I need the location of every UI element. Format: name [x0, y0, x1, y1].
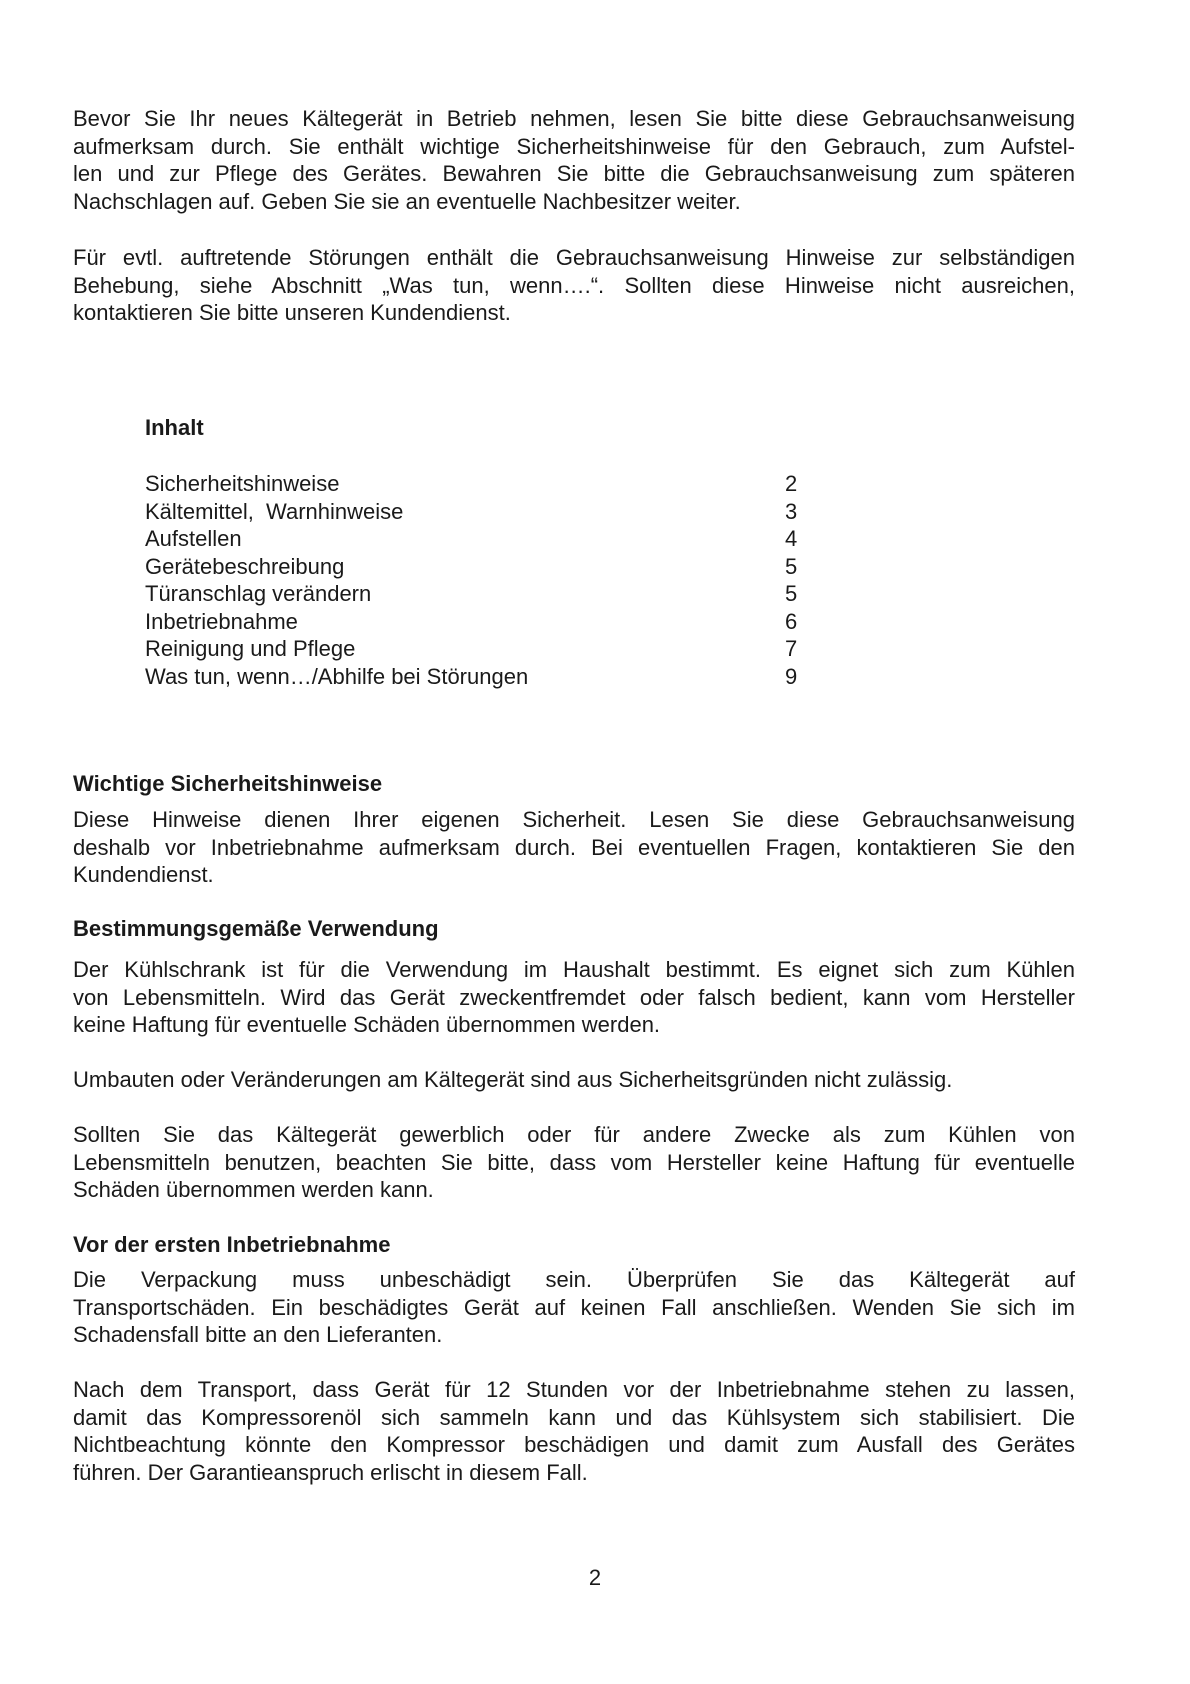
text-line: Kundendienst. [73, 862, 214, 887]
text-line: Bevor Sie Ihr neues Kältegerät in Betrieb nehmen, lesen Sie bitte diese Gebrauchsanweisung [73, 106, 1075, 131]
text-line: führen. Der Garantieanspruch erlischt in diesem Fall. [73, 1459, 588, 1485]
toc-item-label: Reinigung und Pflege [145, 636, 356, 661]
text-line: len und zur Pflege des Gerätes. Bewahren Sie bitte die Gebrauchsanweisung zum späteren [73, 161, 1075, 186]
text-line: damit das Kompressorenöl sich sammeln kann und das Kühlsystem sich stabilisiert. Die [73, 1404, 1075, 1430]
toc-item-page: 7 [785, 636, 798, 661]
toc-item[interactable] [145, 608, 805, 636]
text-line: Für evtl. auftretende Störungen enthält die Gebrauchsanweisung Hinweise zur selbständigen [73, 245, 1075, 270]
safety-paragraph [73, 806, 1075, 889]
text-line: Behebung, siehe Abschnitt „Was tun, wenn….“. Sollten diese Hinweise nicht ausreichen, [73, 272, 1075, 298]
toc-list [145, 470, 805, 690]
section-heading-intended-use: Bestimmungsgemäße Verwendung [73, 916, 439, 941]
text-line: Sollten Sie das Kältegerät gewerblich oder für andere Zwecke als zum Kühlen von [73, 1122, 1075, 1147]
toc-item-page: 5 [785, 553, 798, 579]
section-heading-before-first-use: Vor der ersten Inbetriebnahme [73, 1232, 391, 1257]
text-line: deshalb vor Inbetriebnahme aufmerksam durch. Bei eventuellen Fragen, kontaktieren Sie den [73, 834, 1075, 860]
text-line: Transportschäden. Ein beschädigtes Gerät auf keinen Fall anschließen. Wenden Sie sich im [73, 1294, 1075, 1320]
page-number: 2 [588, 1565, 602, 1590]
intro-paragraph-1 [73, 105, 1075, 215]
toc-item-label: Gerätebeschreibung [145, 553, 345, 579]
text-line: Nach dem Transport, dass Gerät für 12 Stunden vor der Inbetriebnahme stehen zu lassen, [73, 1377, 1075, 1402]
toc-item-label: Sicherheitshinweise [145, 471, 340, 496]
text-line: Die Verpackung muss unbeschädigt sein. Überprüfen Sie das Kältegerät auf [73, 1267, 1075, 1292]
text-line: kontaktieren Sie bitte unseren Kundendienst. [73, 300, 511, 325]
toc-item-page: 9 [785, 663, 798, 689]
before-first-use-paragraph-1 [73, 1266, 1075, 1349]
text-line: Schadensfall bitte an den Lieferanten. [73, 1322, 443, 1347]
toc-item-label: Inbetriebnahme [145, 608, 298, 634]
toc-item-label: Aufstellen [145, 526, 242, 551]
before-first-use-paragraph-2 [73, 1376, 1075, 1486]
text-line: Nachschlagen auf. Geben Sie sie an eventuelle Nachbesitzer weiter. [73, 188, 741, 214]
toc-item-page: 5 [785, 581, 798, 606]
intended-use-paragraph-2 [73, 1066, 1075, 1094]
toc-item-page: 3 [785, 498, 798, 524]
text-line: von Lebensmitteln. Wird das Gerät zweckentfremdet oder falsch bedient, kann vom Hersteller [73, 984, 1075, 1010]
text-line: keine Haftung für eventuelle Schäden übernommen werden. [73, 1012, 661, 1037]
toc-item[interactable] [145, 470, 805, 498]
text-line: Der Kühlschrank ist für die Verwendung im Haushalt bestimmt. Es eignet sich zum Kühlen [73, 957, 1075, 982]
text-line: Diese Hinweise dienen Ihrer eigenen Sicherheit. Lesen Sie diese Gebrauchsanweisung [73, 807, 1075, 832]
text-line: Umbauten oder Veränderungen am Kältegerät sind aus Sicherheitsgründen nicht zulässig. [73, 1067, 953, 1092]
toc-item[interactable] [145, 580, 805, 608]
toc-item-label: Was tun, wenn…/Abhilfe bei Störungen [145, 663, 529, 689]
toc-item[interactable] [145, 635, 805, 663]
toc-item-page: 4 [785, 526, 798, 551]
toc-item[interactable] [145, 553, 805, 581]
toc-item-page: 2 [785, 471, 798, 496]
toc-item[interactable] [145, 498, 805, 526]
toc-item-page: 6 [785, 608, 798, 634]
toc-title: Inhalt [145, 415, 204, 440]
text-line: Nichtbeachtung könnte den Kompressor beschädigen und damit zum Ausfall des Gerätes [73, 1432, 1075, 1457]
intro-paragraph-2 [73, 244, 1075, 327]
intended-use-paragraph-3 [73, 1121, 1075, 1204]
text-line: Lebensmitteln benutzen, beachten Sie bitte, dass vom Hersteller keine Haftung für eventuelle [73, 1149, 1075, 1175]
toc-item-label: Kältemittel, Warnhinweise [145, 498, 404, 524]
intended-use-paragraph-1 [73, 956, 1075, 1039]
toc-item-label: Türanschlag verändern [145, 581, 372, 606]
toc-item[interactable] [145, 525, 805, 553]
toc-item[interactable] [145, 663, 805, 691]
text-line: Schäden übernommen werden kann. [73, 1177, 434, 1202]
table-of-contents [145, 414, 805, 689]
section-heading-safety: Wichtige Sicherheitshinweise [73, 771, 383, 796]
text-line: aufmerksam durch. Sie enthält wichtige Sicherheitshinweise für den Gebrauch, zum Aufstel- [73, 133, 1075, 159]
